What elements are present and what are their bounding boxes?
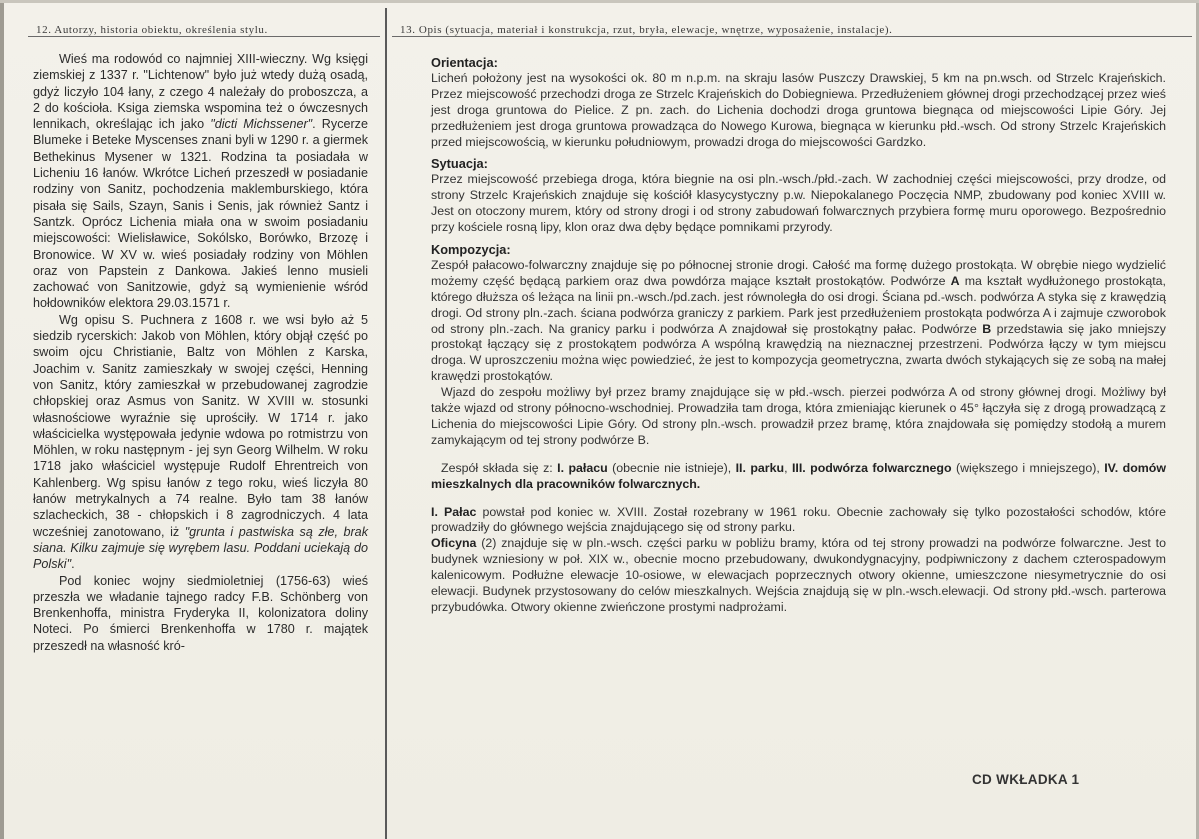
left-header-rule bbox=[28, 36, 380, 37]
zespol-summary: Zespół składa się z: I. pałacu (obecnie nie istnieje), II. parku, III. podwórza folwarcznego (większego i mniejszego), IV. domów mieszkalnych dla pracowników folwarcznych. bbox=[431, 460, 1166, 491]
right-header-rule bbox=[392, 36, 1192, 37]
history-paragraph-3: Pod koniec wojny siedmioletniej (1756-63) wieś przeszła we władanie tajnego radcy F.B. Schönberg von Brenkenhoffa, ministra Fryderyka II, kolonizatora doliny Noteci. Po śmierci Brenkenhoffa w 1780 r. majątek przeszedł na własność kró- bbox=[33, 573, 368, 653]
palac-paragraph: I. Pałac powstał pod koniec w. XVIII. Został rozebrany w 1961 roku. Obecnie zachowały się tylko pozostałości schodów, które prowadziły do głównego wejścia znajdującego się od strony parku. bbox=[431, 504, 1166, 535]
orientacja-heading: Orientacja: bbox=[431, 55, 498, 70]
description-column bbox=[431, 55, 1166, 616]
page-edge-left bbox=[0, 0, 4, 839]
column-divider bbox=[385, 8, 387, 839]
left-column-header: 12. Autorzy, historia obiektu, określenia stylu. bbox=[36, 24, 268, 36]
kompozycja-heading: Kompozycja: bbox=[431, 241, 511, 257]
kompozycja-text-1: Zespół pałacowo-folwarczny znajduje się po północnej stronie drogi. Całość ma formę dużego prostokąta. W obrębie niego wydzielić możemy część będącą parkiem oraz dwa powdórza mające kształt prostokątów. Podwórze A ma kształt wydłużonego prostokąta, którego dłuższa oś leżąca na linii pn.-wsch./pd.zach. jest równoległa do osi drogi. Ściana pd.-wsch. podwórza A styka się z krawędzią drogi. Od strony pln.-zach. ściana podwórza graniczy z parkiem. Park jest przedłużeniem prostokąta podwórza A i zajmuje czworobok od strony pln.-zach. Na granicy parku i podwórza A znajdował się prostokątny pałac. Podwórze B przedstawia się jako mniejszy prostokąt łączący się z prostokątem podwórza A wspólną krawędzią na nieznacznej przestrzeni. Podwórza łączy w tym miejscu droga. W uproszczeniu można więc powiedzieć, że jest to kompozycja geometryczna, zwarta dwóch stykających się ze sobą na małej krawędzi prostokątów. bbox=[431, 257, 1166, 384]
sytuacja-heading: Sytuacja: bbox=[431, 156, 488, 172]
kompozycja-text-2: Wjazd do zespołu możliwy był przez bramy znajdujące się w płd.-wsch. pierzei podwórza A od strony głównej drogi. Możliwy był także wjazd od strony północno-wschodniej. Prowadziła tam droga, która zmieniając kierunek o 45° łączyła się z drogą prowadzącą z Lichenia do miejscowości Lipie Góry. Od strony pln.-wsch. prowadził przez bramę, która znajdowała się pomiędzy stodołą a murem zamykającym od tej strony podwórze B. bbox=[431, 385, 1166, 447]
history-column bbox=[33, 51, 368, 654]
history-paragraph-2: Wg opisu S. Puchnera z 1608 r. we wsi było aż 5 siedzib rycerskich: Jakob von Möhlen, który objął część po swoim ojcu Christianie, Baltz von Möhlen z Karska, Joachim v. Sanitz zamieszkały w swojej części, Henning von Sanitz, który zamieszkał w przebudowanej zagrodzie chłopskiej oraz Asmus von Sanitz. W XVIII w. stosunki własnościowe wyraźnie się uprościły. W 1714 r. jako właścicielka występowała jedynie wdowa po rotmistrzu von Möhlen, w roku następnym - jej syn Georg Wilhelm. W roku 1718 jako właściciel występuje Rudolf Ehrentreich von Kahlenberg. Wg spisu łanów z tego roku, wieś liczyła 80 łanów metrykalnych a 74 realne. Było tam 38 łanów szlacheckich, 38 - chłopskich i 8 zagrodniczych. 4 lata wcześniej zanotowano, iż "grunta i pastwiska są złe, brak siana. Kilku zajmuje się wyrębem lasu. Poddani uciekają do Polski". bbox=[33, 312, 368, 572]
page-edge-top bbox=[0, 0, 1199, 3]
sytuacja-text: Przez miejscowość przebiega droga, która biegnie na osi pln.-wsch./płd.-zach. W zachodniej części miejscowości, przy drodze, od strony Strzelc Krajeńskich znajduje się kościół klasycystyczny p.w. Niepokalanego Poczęcia NMP, zbudowany pod koniec XVIII w. Jest on otoczony murem, który od strony drogi i od strony zabudowań folwarcznych przybiera formę muru oporowego. Bezpośrednio przy kościele rosną lipy, klon oraz dwa dęby będące pomnikami przyrody. bbox=[431, 172, 1166, 235]
right-column-header: 13. Opis (sytuacja, materiał i konstrukcja, rzut, bryła, elewacje, wnętrze, wyposażenie, instalacje). bbox=[400, 24, 893, 36]
orientacja-text: Licheń położony jest na wysokości ok. 80 m n.p.m. na skraju lasów Puszczy Drawskiej, 5 km na pn.wsch. od Strzelc Krajeńskich. Przez miejscowość przechodzi droga ze Strzelc Krajeńskich do Dobiegniewa. Przedłużeniem głównej drogi przechodzącej przez wieś jest droga gruntowa do Pielice. Z pn. zach. do Lichenia dochodzi droga gruntowa biegnąca od miejscowości Lipie Góry. Jej przedłużeniem jest droga gruntowa prowadząca do Nowego Kurowa, biegnąca w kierunku płd.-wsch. Od strony Strzelc Krajeńskich przed miejscowością, w kierunku południowym, prowadzi droga do miejscowości Gardzko. bbox=[431, 70, 1166, 149]
oficyna-paragraph: Oficyna (2) znajduje się w pln.-wsch. części parku w pobliżu bramy, która od tej strony prowadzi na podwórze folwarczne. Jest to budynek wzniesiony w poł. XIX w., obecnie mocno przebudowany, dwukondygnacyjny, podpiwniczony z dachem czterospadowym kalenicowym. Podłużne elewacje 10-osiowe, w elewacjach poprzecznych otwory okienne, umieszczone niesymetrycznie do osi elewacji. Budynek przystosowany do celów mieszkalnych. Wejścia znajdują się w pln.-wsch.elewacji. Od strony płd.-wsch. parterowa przybudówka. Otwory okienne zwieńczone prostymi nadprożami. bbox=[431, 536, 1166, 614]
footer-label: CD WKŁADKA 1 bbox=[972, 772, 1080, 787]
history-paragraph-1: Wieś ma rodowód co najmniej XIII-wieczny. Wg księgi ziemskiej z 1337 r. "Lichtenow" było już wtedy dużą osadą, gdyż liczyło 104 łany, z czego 4 należały do proboszcza, a 2 do kościoła. Ksiga ziemska wspomina też o ówczesnych lennikach, określając ich jako "dicti Michssener". Rycerze Blumeke i Beteke Myscenses znani byli w 1290 r. a giermek Bethekinus Mysener w 1321. Rodzina ta posiadała w Licheniu 16 łanów. Wkrótce Licheń przeszedł w posiadanie rodziny von Sanitz, pochodzenia maklemburskiego, która pisała się Sails, Szayn, Sanis i Senis, jak również Santz i Santzk. Oprócz Lichenia miała ona w swoim posiadaniu miejscowości: Wielisławice, Sokólsko, Borówko, Brzozę i Bronowice. W XV w. wieś posiadały rodziny von Möhlen oraz von Papstein z Dankowa. Jakieś lenno musieli zachować von Sanitzowie, gdyż są wymienienie wśród hołdowników elektora 29.03.1571 r. bbox=[33, 52, 368, 311]
